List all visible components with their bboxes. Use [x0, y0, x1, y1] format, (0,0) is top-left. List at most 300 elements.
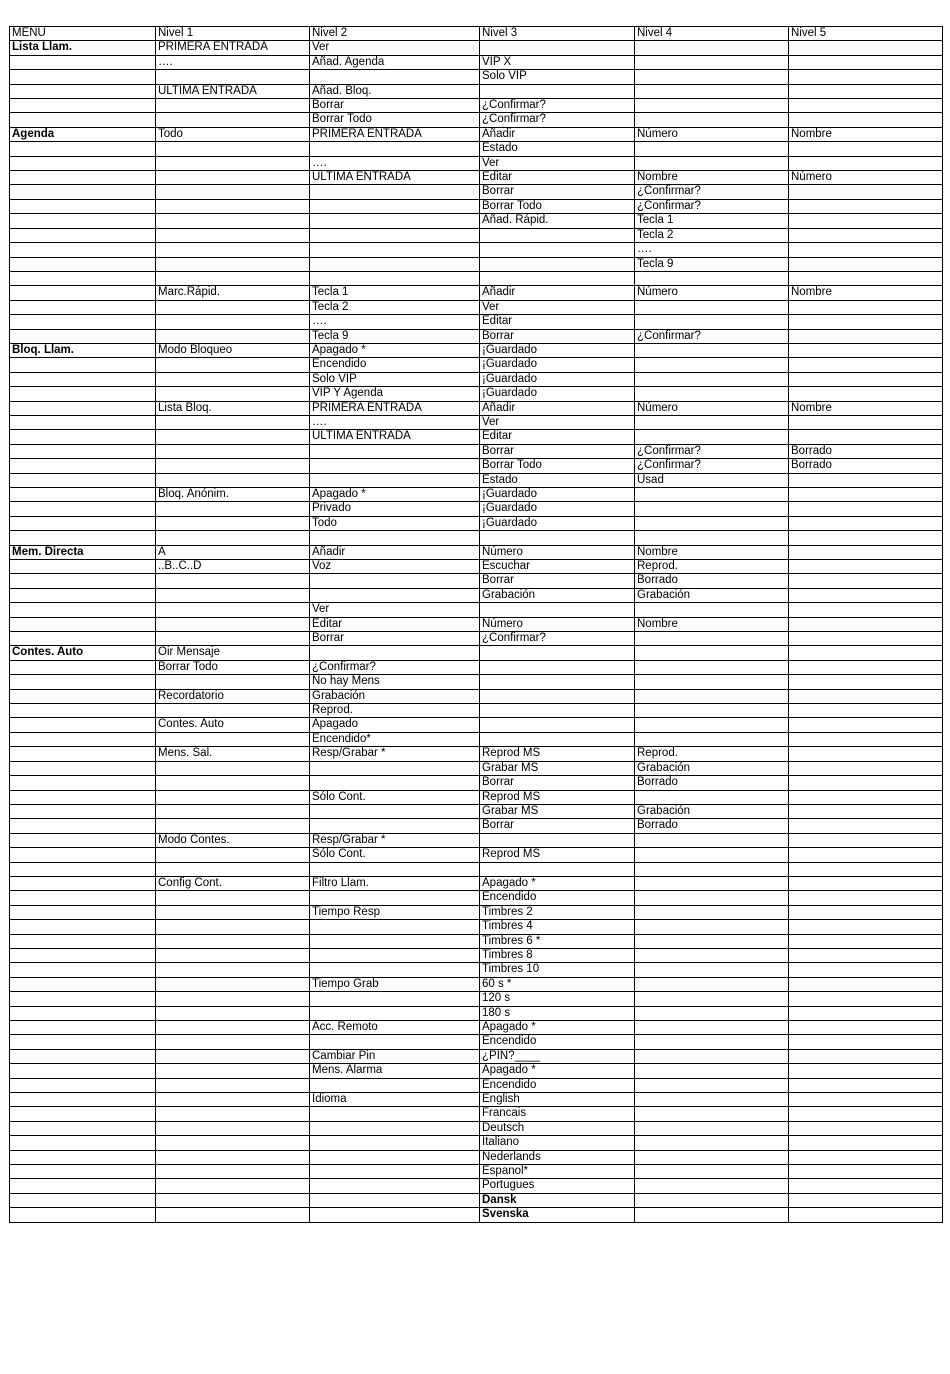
table-row — [10, 632, 943, 646]
cell-nivel-5 — [789, 920, 943, 934]
cell-nivel-3: Encendido — [480, 1078, 635, 1092]
table-row — [10, 1121, 943, 1135]
table-row — [10, 732, 943, 746]
cell-nivel-5 — [789, 99, 943, 113]
cell-nivel-5 — [789, 1165, 943, 1179]
cell-nivel-5 — [789, 1150, 943, 1164]
cell-nivel-1 — [156, 848, 310, 862]
cell-nivel-2: Tecla 9 — [310, 329, 480, 343]
cell-nivel-3 — [480, 718, 635, 732]
cell-nivel-1 — [156, 531, 310, 545]
cell-nivel-4 — [635, 1078, 789, 1092]
cell-nivel-5 — [789, 963, 943, 977]
cell-nivel-4: Tecla 9 — [635, 257, 789, 271]
cell-nivel-4: Nombre — [635, 617, 789, 631]
table-row — [10, 790, 943, 804]
cell-menu — [10, 243, 156, 257]
cell-nivel-1: Borrar Todo — [156, 660, 310, 674]
table-row — [10, 718, 943, 732]
cell-menu — [10, 718, 156, 732]
cell-menu — [10, 228, 156, 242]
table-row — [10, 1064, 943, 1078]
cell-nivel-4 — [635, 415, 789, 429]
cell-nivel-1 — [156, 502, 310, 516]
cell-nivel-4 — [635, 55, 789, 69]
cell-nivel-3: Italiano — [480, 1136, 635, 1150]
cell-nivel-4: Reprod. — [635, 747, 789, 761]
cell-nivel-5 — [789, 1121, 943, 1135]
cell-menu — [10, 329, 156, 343]
cell-menu — [10, 574, 156, 588]
cell-nivel-1 — [156, 329, 310, 343]
cell-menu: Bloq. Llam. — [10, 343, 156, 357]
cell-nivel-1 — [156, 905, 310, 919]
cell-nivel-2 — [310, 1179, 480, 1193]
cell-nivel-1 — [156, 70, 310, 84]
cell-menu — [10, 358, 156, 372]
cell-nivel-1 — [156, 199, 310, 213]
cell-nivel-2: Resp/Grabar * — [310, 747, 480, 761]
cell-nivel-3: Borrar Todo — [480, 199, 635, 213]
cell-nivel-4: ¿Confirmar? — [635, 444, 789, 458]
cell-nivel-4 — [635, 1165, 789, 1179]
cell-nivel-3: Añadir — [480, 286, 635, 300]
cell-nivel-5 — [789, 415, 943, 429]
table-row — [10, 1136, 943, 1150]
cell-nivel-5 — [789, 372, 943, 386]
cell-nivel-4 — [635, 531, 789, 545]
cell-nivel-1 — [156, 1020, 310, 1034]
cell-nivel-5 — [789, 804, 943, 818]
cell-nivel-5 — [789, 761, 943, 775]
cell-menu — [10, 876, 156, 890]
cell-nivel-1 — [156, 430, 310, 444]
table-row — [10, 977, 943, 991]
cell-nivel-5 — [789, 574, 943, 588]
table-row — [10, 243, 943, 257]
cell-menu — [10, 617, 156, 631]
menu-body — [10, 41, 943, 1222]
cell-nivel-2: Sólo Cont. — [310, 848, 480, 862]
cell-nivel-1 — [156, 1093, 310, 1107]
cell-nivel-4 — [635, 632, 789, 646]
cell-nivel-5 — [789, 243, 943, 257]
table-row — [10, 1107, 943, 1121]
cell-nivel-3: Reprod MS — [480, 848, 635, 862]
table-row — [10, 171, 943, 185]
cell-nivel-3: Grabación — [480, 588, 635, 602]
cell-nivel-4 — [635, 963, 789, 977]
table-row — [10, 113, 943, 127]
cell-nivel-5 — [789, 1093, 943, 1107]
cell-nivel-1 — [156, 632, 310, 646]
cell-nivel-4: Tecla 2 — [635, 228, 789, 242]
cell-menu — [10, 372, 156, 386]
cell-nivel-2 — [310, 271, 480, 285]
table-row — [10, 142, 943, 156]
cell-nivel-3: ¿PIN?____ — [480, 1049, 635, 1063]
cell-nivel-3: 180 s — [480, 1006, 635, 1020]
cell-nivel-1 — [156, 444, 310, 458]
cell-nivel-4 — [635, 992, 789, 1006]
cell-nivel-1 — [156, 790, 310, 804]
cell-nivel-2 — [310, 1006, 480, 1020]
cell-nivel-4 — [635, 70, 789, 84]
cell-nivel-1 — [156, 156, 310, 170]
cell-nivel-2 — [310, 1107, 480, 1121]
cell-nivel-2: Borrar — [310, 99, 480, 113]
cell-nivel-1 — [156, 1064, 310, 1078]
cell-nivel-2: Acc. Remoto — [310, 1020, 480, 1034]
cell-nivel-2 — [310, 142, 480, 156]
cell-nivel-2 — [310, 185, 480, 199]
cell-menu — [10, 689, 156, 703]
table-row — [10, 934, 943, 948]
table-row — [10, 1179, 943, 1193]
cell-nivel-1 — [156, 1049, 310, 1063]
table-row — [10, 41, 943, 55]
table-row — [10, 660, 943, 674]
cell-nivel-2: …. — [310, 156, 480, 170]
table-row — [10, 199, 943, 213]
cell-nivel-5 — [789, 502, 943, 516]
cell-menu — [10, 415, 156, 429]
cell-nivel-2 — [310, 257, 480, 271]
cell-nivel-5 — [789, 1179, 943, 1193]
cell-nivel-2: No hay Mens — [310, 675, 480, 689]
cell-nivel-2: Ver — [310, 603, 480, 617]
cell-menu — [10, 819, 156, 833]
cell-nivel-4 — [635, 99, 789, 113]
cell-nivel-2 — [310, 948, 480, 962]
cell-nivel-5 — [789, 343, 943, 357]
cell-nivel-3 — [480, 660, 635, 674]
cell-nivel-3: Número — [480, 617, 635, 631]
cell-nivel-3: ¡Guardado — [480, 343, 635, 357]
cell-nivel-2 — [310, 920, 480, 934]
cell-nivel-2: …. — [310, 415, 480, 429]
cell-nivel-2: ÚLTIMA ENTRADA — [310, 430, 480, 444]
cell-menu — [10, 977, 156, 991]
cell-nivel-3: Añadir — [480, 127, 635, 141]
cell-nivel-5 — [789, 142, 943, 156]
cell-nivel-5: Borrado — [789, 459, 943, 473]
table-row — [10, 257, 943, 271]
cell-nivel-3: English — [480, 1093, 635, 1107]
cell-nivel-1 — [156, 358, 310, 372]
cell-nivel-1: ÚLTIMA ENTRADA — [156, 84, 310, 98]
cell-nivel-3: VIP X — [480, 55, 635, 69]
cell-nivel-5 — [789, 1020, 943, 1034]
cell-menu: Contes. Auto — [10, 646, 156, 660]
cell-nivel-3 — [480, 531, 635, 545]
cell-menu — [10, 603, 156, 617]
table-row — [10, 1006, 943, 1020]
cell-nivel-1 — [156, 228, 310, 242]
header-row — [10, 27, 943, 41]
cell-nivel-2 — [310, 761, 480, 775]
cell-menu — [10, 848, 156, 862]
table-row — [10, 675, 943, 689]
cell-nivel-2 — [310, 646, 480, 660]
cell-menu — [10, 502, 156, 516]
cell-menu — [10, 1020, 156, 1034]
cell-nivel-4 — [635, 1049, 789, 1063]
cell-nivel-4: Grabación — [635, 588, 789, 602]
cell-nivel-3: Apagado * — [480, 1020, 635, 1034]
cell-nivel-3: ¿Confirmar? — [480, 632, 635, 646]
cell-menu — [10, 934, 156, 948]
table-row — [10, 84, 943, 98]
table-row — [10, 1150, 943, 1164]
cell-nivel-5 — [789, 531, 943, 545]
cell-nivel-1 — [156, 315, 310, 329]
cell-nivel-4 — [635, 675, 789, 689]
table-row — [10, 848, 943, 862]
cell-nivel-4: Borrado — [635, 819, 789, 833]
cell-nivel-4 — [635, 430, 789, 444]
cell-nivel-1 — [156, 1035, 310, 1049]
cell-nivel-4 — [635, 732, 789, 746]
cell-menu — [10, 70, 156, 84]
cell-nivel-5 — [789, 704, 943, 718]
cell-nivel-5 — [789, 1193, 943, 1207]
cell-nivel-3 — [480, 689, 635, 703]
cell-nivel-4: Nombre — [635, 545, 789, 559]
cell-nivel-3 — [480, 833, 635, 847]
cell-nivel-1 — [156, 977, 310, 991]
cell-nivel-4 — [635, 387, 789, 401]
cell-nivel-5 — [789, 1136, 943, 1150]
cell-nivel-2 — [310, 1208, 480, 1222]
table-row — [10, 487, 943, 501]
table-row — [10, 1208, 943, 1222]
table-row — [10, 761, 943, 775]
cell-nivel-2 — [310, 531, 480, 545]
table-row — [10, 876, 943, 890]
cell-nivel-3: Solo VIP — [480, 70, 635, 84]
cell-nivel-4 — [635, 343, 789, 357]
table-row — [10, 1035, 943, 1049]
cell-nivel-3: Borrar — [480, 776, 635, 790]
table-row — [10, 819, 943, 833]
cell-nivel-1 — [156, 603, 310, 617]
table-row — [10, 574, 943, 588]
cell-menu — [10, 156, 156, 170]
cell-nivel-2: Apagado * — [310, 487, 480, 501]
cell-nivel-1 — [156, 761, 310, 775]
cell-nivel-4: Reprod. — [635, 560, 789, 574]
cell-nivel-2 — [310, 862, 480, 876]
cell-nivel-3: Timbres 10 — [480, 963, 635, 977]
cell-nivel-2: Reprod. — [310, 704, 480, 718]
cell-nivel-4: ¿Confirmar? — [635, 185, 789, 199]
cell-nivel-5 — [789, 1064, 943, 1078]
cell-nivel-4 — [635, 113, 789, 127]
table-row — [10, 560, 943, 574]
cell-menu — [10, 776, 156, 790]
cell-nivel-4: Número — [635, 286, 789, 300]
cell-nivel-2 — [310, 1150, 480, 1164]
table-row — [10, 372, 943, 386]
cell-nivel-3: ¡Guardado — [480, 502, 635, 516]
cell-nivel-3: Timbres 8 — [480, 948, 635, 962]
table-row — [10, 833, 943, 847]
cell-nivel-5 — [789, 113, 943, 127]
cell-nivel-4 — [635, 1064, 789, 1078]
cell-nivel-4: Borrado — [635, 574, 789, 588]
cell-nivel-1: A — [156, 545, 310, 559]
cell-nivel-3 — [480, 603, 635, 617]
cell-menu — [10, 948, 156, 962]
cell-nivel-1 — [156, 214, 310, 228]
header-cell-nivel-5: Nivel 5 — [789, 27, 943, 41]
cell-nivel-4 — [635, 1208, 789, 1222]
cell-menu — [10, 271, 156, 285]
cell-nivel-5 — [789, 732, 943, 746]
cell-nivel-1 — [156, 1193, 310, 1207]
table-row — [10, 1049, 943, 1063]
table-row — [10, 963, 943, 977]
cell-nivel-5 — [789, 1049, 943, 1063]
table-row — [10, 473, 943, 487]
cell-nivel-3: ¡Guardado — [480, 358, 635, 372]
cell-menu — [10, 963, 156, 977]
cell-nivel-4 — [635, 1121, 789, 1135]
cell-nivel-5 — [789, 329, 943, 343]
cell-nivel-4: Grabación — [635, 761, 789, 775]
cell-menu — [10, 862, 156, 876]
cell-nivel-1: ..B..C..D — [156, 560, 310, 574]
cell-nivel-5 — [789, 70, 943, 84]
cell-nivel-3: Grabar MS — [480, 761, 635, 775]
table-row — [10, 1193, 943, 1207]
cell-nivel-2: Encendido* — [310, 732, 480, 746]
table-row — [10, 862, 943, 876]
cell-nivel-1 — [156, 372, 310, 386]
cell-nivel-1 — [156, 675, 310, 689]
cell-nivel-3: Borrar — [480, 444, 635, 458]
cell-nivel-5: Nombre — [789, 127, 943, 141]
cell-nivel-2: Borrar Todo — [310, 113, 480, 127]
cell-nivel-3: Dansk — [480, 1193, 635, 1207]
cell-nivel-1 — [156, 257, 310, 271]
cell-nivel-1 — [156, 1165, 310, 1179]
cell-nivel-2 — [310, 1165, 480, 1179]
cell-nivel-1 — [156, 243, 310, 257]
cell-nivel-2 — [310, 199, 480, 213]
cell-nivel-3 — [480, 257, 635, 271]
cell-menu — [10, 747, 156, 761]
cell-nivel-3: Reprod MS — [480, 747, 635, 761]
cell-nivel-5 — [789, 185, 943, 199]
cell-nivel-2: …. — [310, 315, 480, 329]
table-row — [10, 891, 943, 905]
cell-menu — [10, 1064, 156, 1078]
cell-nivel-4 — [635, 1179, 789, 1193]
cell-nivel-3: Borrar — [480, 819, 635, 833]
cell-nivel-3: Editar — [480, 315, 635, 329]
cell-menu — [10, 516, 156, 530]
cell-nivel-1 — [156, 1078, 310, 1092]
cell-nivel-4 — [635, 646, 789, 660]
cell-menu — [10, 286, 156, 300]
cell-menu — [10, 891, 156, 905]
cell-menu — [10, 905, 156, 919]
cell-nivel-3: Añad. Rápid. — [480, 214, 635, 228]
cell-nivel-5 — [789, 718, 943, 732]
cell-nivel-1 — [156, 113, 310, 127]
cell-nivel-4 — [635, 84, 789, 98]
cell-menu — [10, 214, 156, 228]
cell-nivel-3: ¿Confirmar? — [480, 113, 635, 127]
cell-nivel-4 — [635, 156, 789, 170]
cell-nivel-2: Todo — [310, 516, 480, 530]
cell-nivel-3: Reprod MS — [480, 790, 635, 804]
cell-nivel-5 — [789, 560, 943, 574]
cell-menu — [10, 833, 156, 847]
cell-menu — [10, 99, 156, 113]
cell-nivel-5 — [789, 156, 943, 170]
cell-nivel-3: Número — [480, 545, 635, 559]
cell-nivel-1 — [156, 1150, 310, 1164]
cell-nivel-3: ¡Guardado — [480, 372, 635, 386]
table-row — [10, 55, 943, 69]
cell-menu — [10, 1193, 156, 1207]
cell-nivel-1: Todo — [156, 127, 310, 141]
cell-nivel-3: Espanol* — [480, 1165, 635, 1179]
cell-nivel-2: Encendido — [310, 358, 480, 372]
cell-nivel-5 — [789, 1006, 943, 1020]
cell-nivel-1 — [156, 819, 310, 833]
table-row — [10, 502, 943, 516]
table-row — [10, 430, 943, 444]
table-row — [10, 214, 943, 228]
header-cell-nivel-4: Nivel 4 — [635, 27, 789, 41]
cell-nivel-4 — [635, 905, 789, 919]
table-row — [10, 127, 943, 141]
table-row — [10, 948, 943, 962]
cell-nivel-3: Añadir — [480, 401, 635, 415]
cell-menu — [10, 588, 156, 602]
table-row — [10, 516, 943, 530]
cell-menu: Mem. Directa — [10, 545, 156, 559]
cell-nivel-4: Tecla 1 — [635, 214, 789, 228]
table-row — [10, 747, 943, 761]
cell-nivel-2 — [310, 243, 480, 257]
table-row — [10, 531, 943, 545]
cell-nivel-1 — [156, 171, 310, 185]
table-row — [10, 646, 943, 660]
cell-nivel-5 — [789, 660, 943, 674]
cell-nivel-5 — [789, 487, 943, 501]
cell-nivel-3: Timbres 2 — [480, 905, 635, 919]
cell-menu — [10, 761, 156, 775]
table-row — [10, 444, 943, 458]
cell-menu — [10, 675, 156, 689]
cell-nivel-5: Nombre — [789, 286, 943, 300]
cell-nivel-5 — [789, 214, 943, 228]
cell-nivel-3 — [480, 41, 635, 55]
cell-nivel-5 — [789, 228, 943, 242]
cell-nivel-5 — [789, 603, 943, 617]
cell-nivel-1: Marc.Rápid. — [156, 286, 310, 300]
cell-nivel-1 — [156, 732, 310, 746]
cell-nivel-3 — [480, 228, 635, 242]
cell-nivel-2: Tecla 1 — [310, 286, 480, 300]
cell-nivel-2: Idioma — [310, 1093, 480, 1107]
cell-nivel-3: Encendido — [480, 1035, 635, 1049]
